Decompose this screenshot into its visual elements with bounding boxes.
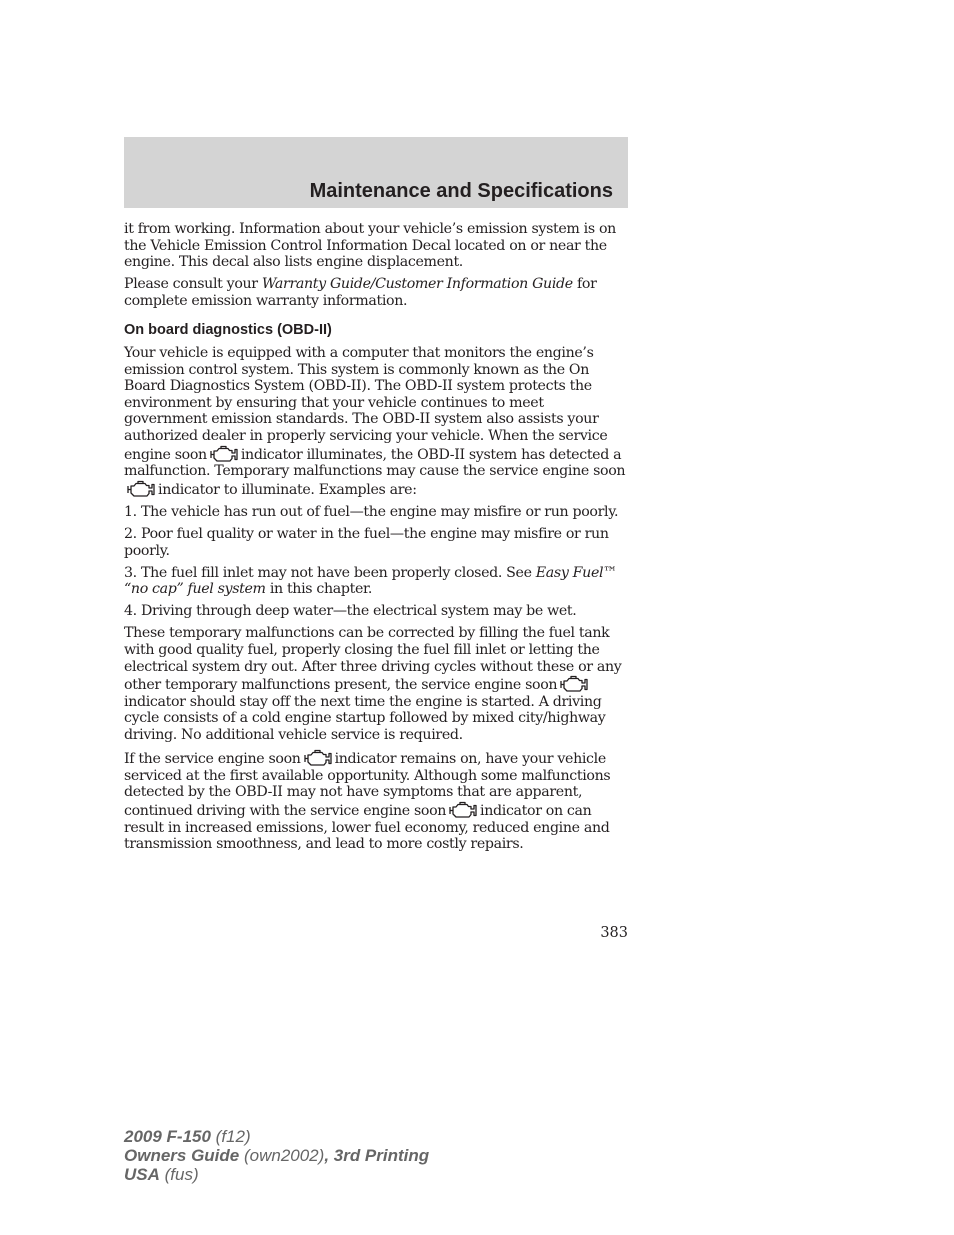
obd-intro-text-2: indicator illuminates, the OBD-II system has detected a malfunction. Temporary malfunctions may cause the service engine soon [124,446,626,480]
footer-line-model [124,1127,429,1146]
footer-printing: , 3rd Printing [324,1146,430,1165]
remains-text-2: indicator remains on, have your vehicle serviced at the first available opportunity. Although some malfunctions detected by the OBD-II may not have symptoms that are apparent, continued driving with the service engine soon [124,751,611,819]
temporary-text-2: indicator should stay off the next time the engine is started. A driving cycle consists of a cold engine startup followed by mixed city/highway driving. No additional vehicle service is required. [124,693,606,744]
footer-line-market [124,1165,429,1184]
easy-fuel-reference: Easy Fuel™ “no cap” fuel system [124,564,618,598]
check-engine-icon [448,801,478,819]
paragraph-warranty [124,276,630,309]
list-item-3 [124,565,630,598]
warranty-text-post: for complete emission warranty information. [124,276,597,309]
list-item-4: 4. Driving through deep water—the electrical system may be wet. [124,603,577,620]
paragraph-emission-decal: it from working. Information about your vehicle’s emission system is on the Vehicle Emission Control Information Decal located on or near the engine. This decal also lists engine displacement. [124,221,616,271]
check-engine-icon [303,749,333,767]
list-item-3-pre: 3. The fuel fill inlet may not have been properly closed. See [124,564,536,581]
footer-market: USA [124,1165,160,1184]
list-item-3-post: in this chapter. [265,581,373,598]
check-engine-icon [559,675,589,693]
obd-intro-text-3: indicator to illuminate. Examples are: [158,481,417,498]
check-engine-icon [126,480,156,498]
warranty-guide-title: Warranty Guide/Customer Information Guide [261,276,573,293]
obd-intro-text-1: Your vehicle is equipped with a computer that monitors the engine’s emission control system. This system is commonly known as the On Board Diagnostics System (OBD-II). The OBD-II system protects the environment by ensuring that your vehicle continues to meet government emission standards. The OBD-II system also assists your authorized dealer in properly servicing your vehicle. When the service engine soon [124,345,608,463]
paragraph-indicator-remains-on [124,749,630,853]
remains-text-3: indicator on can result in increased emissions, lower fuel economy, reduced engine and transmission smoothness, and lead to more costly repairs. [124,802,610,853]
footer-guide-code: (own2002) [239,1146,325,1165]
page-number: 383 [600,925,628,941]
paragraph-temporary-malfunctions [124,625,630,743]
remains-text-1: If the service engine soon [124,751,301,768]
section-heading-obd: On board diagnostics (OBD-II) [124,322,332,339]
warranty-text-pre: Please consult your [124,276,262,293]
page-body [124,221,630,858]
check-engine-icon [209,445,239,463]
list-item-1: 1. The vehicle has run out of fuel—the engine may misfire or run poorly. [124,503,619,520]
footer-market-code: (fus) [159,1165,199,1184]
section-header-band [124,137,628,208]
list-item-2: 2. Poor fuel quality or water in the fuel—the engine may misfire or run poorly. [124,526,609,559]
section-title: Maintenance and Specifications [309,180,613,202]
paragraph-obd-intro [124,345,630,498]
footer-model: 2009 F-150 [124,1127,211,1146]
document-footer [124,1127,429,1184]
temporary-text-1: These temporary malfunctions can be corrected by filling the fuel tank with good quality fuel, properly closing the fuel fill inlet or letting the electrical system dry out. After three driving cycles without these or any other temporary malfunctions present, the service engine soon [124,625,622,694]
footer-model-code: (f12) [210,1127,251,1146]
footer-line-guide [124,1146,429,1165]
footer-guide: Owners Guide [124,1146,240,1165]
